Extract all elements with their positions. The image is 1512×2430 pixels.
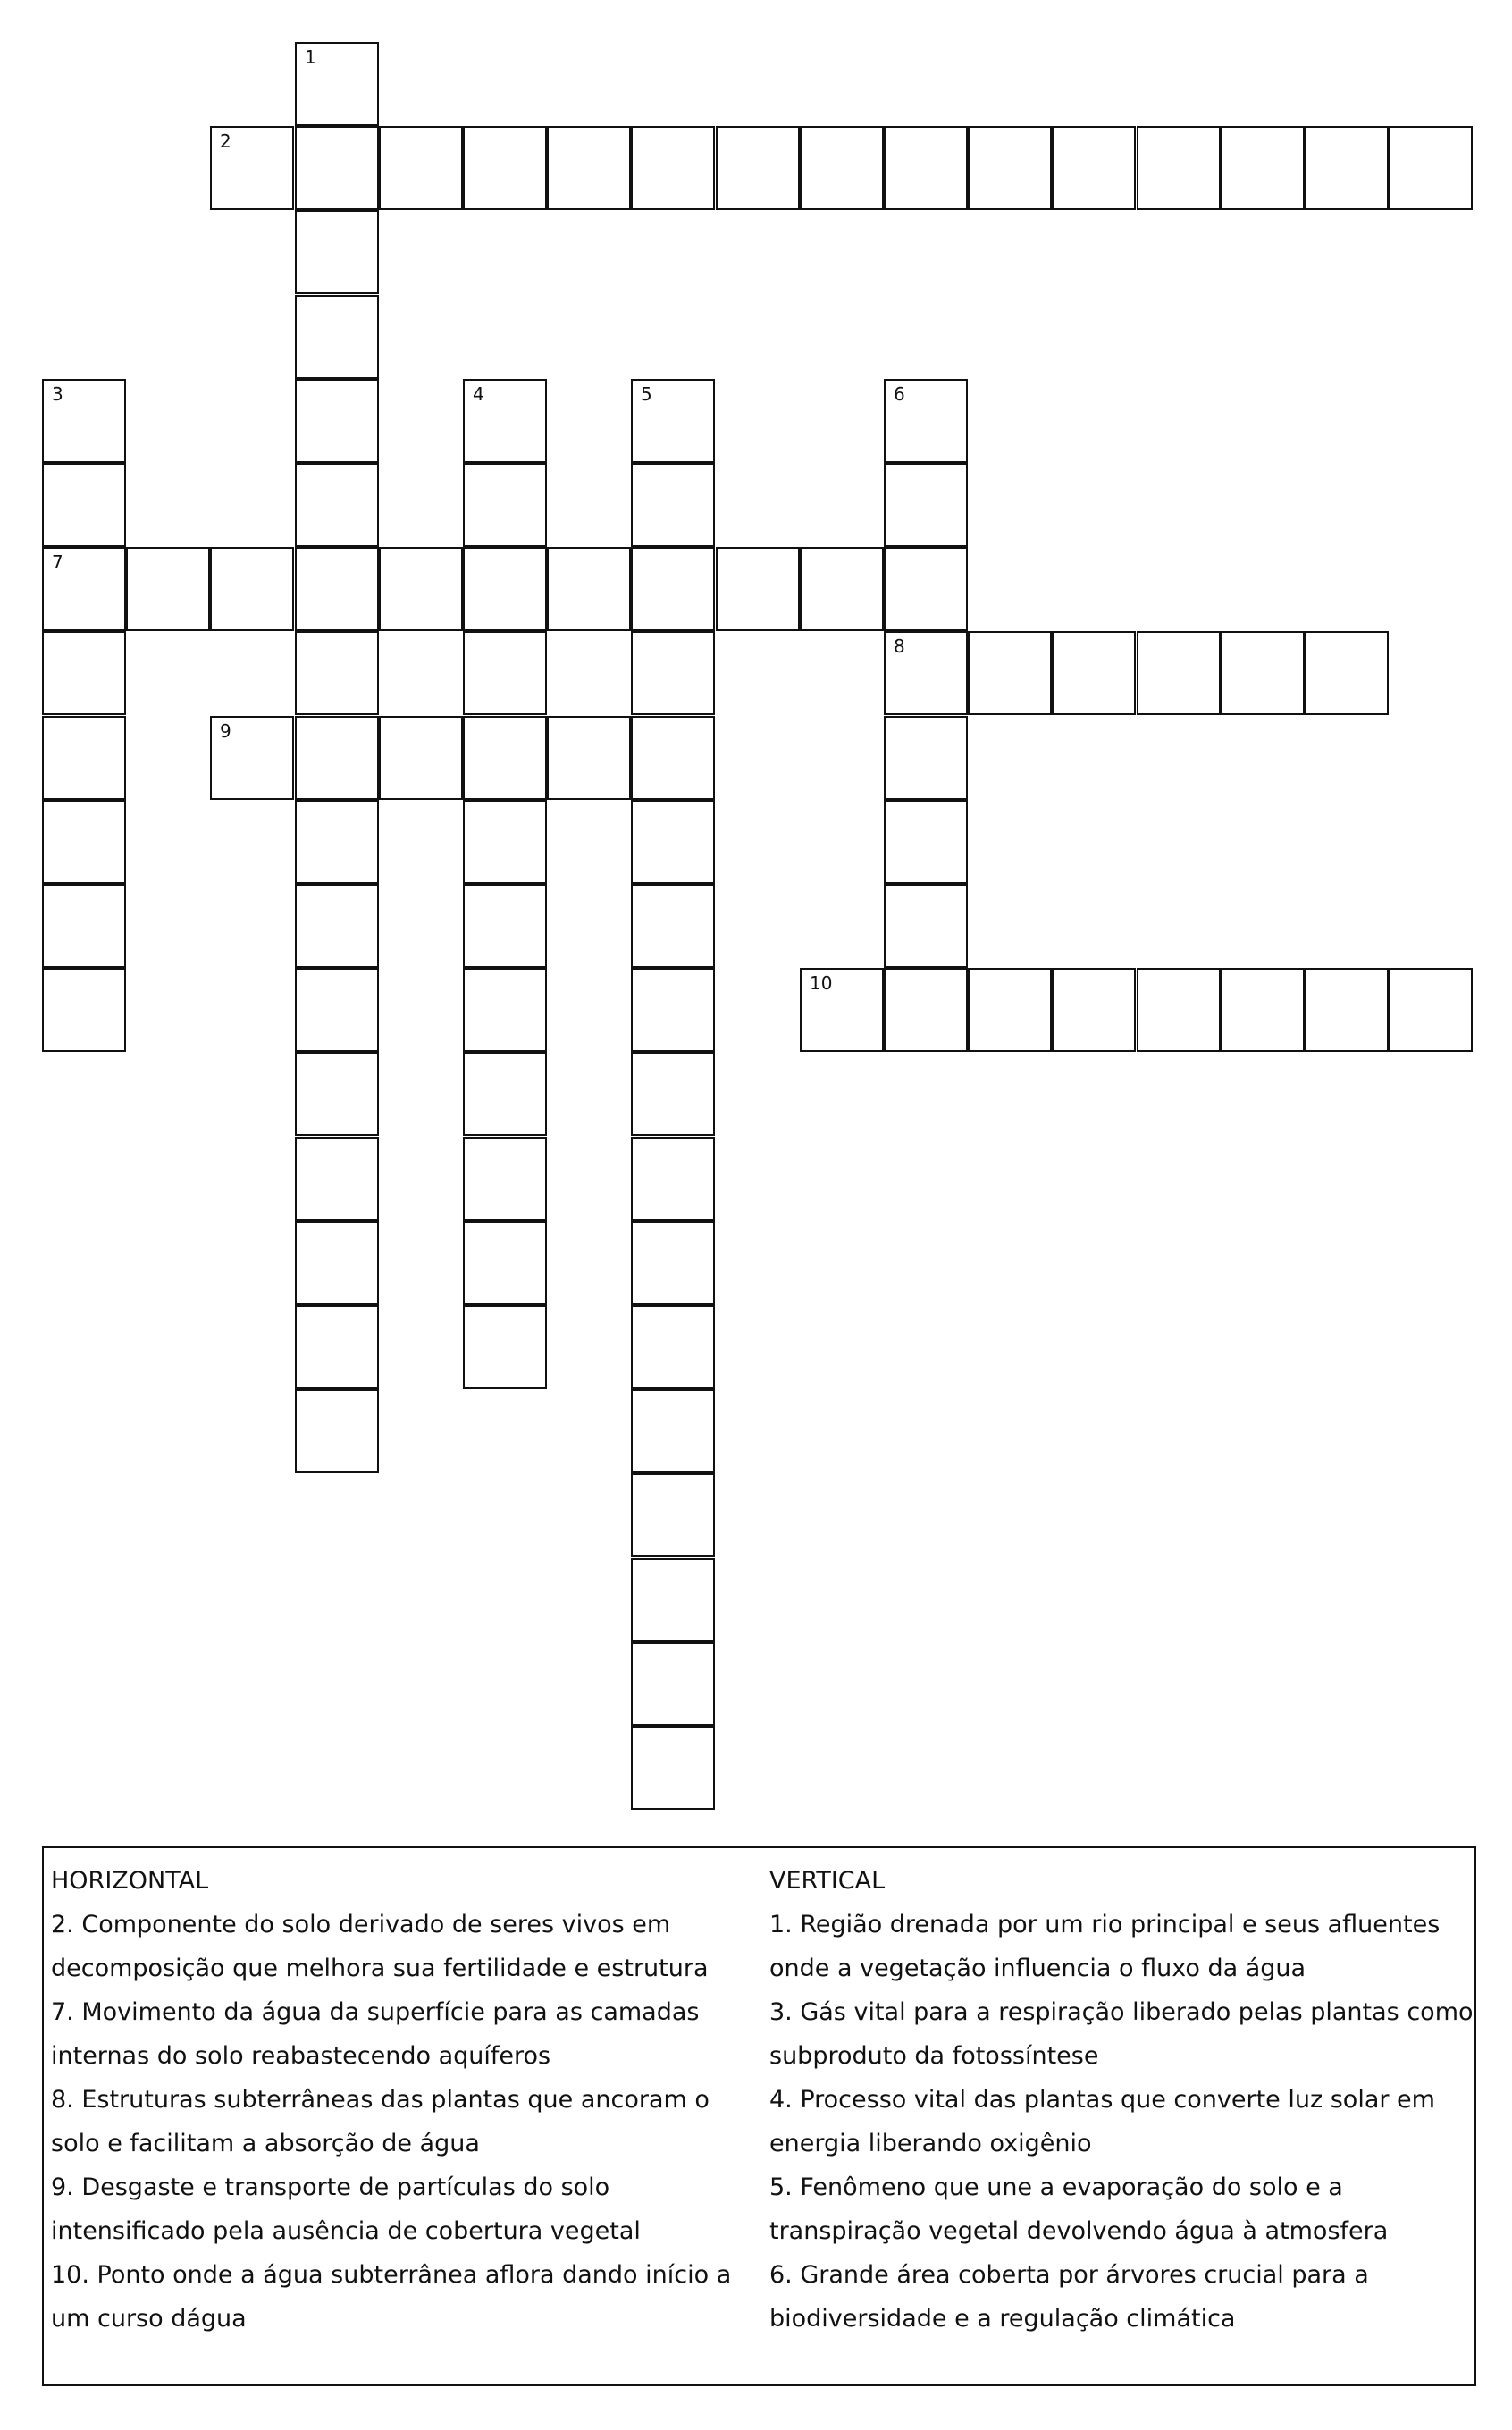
crossword-cell[interactable] (968, 631, 1052, 715)
crossword-cell[interactable] (547, 716, 631, 800)
clue-number: 8 (894, 635, 905, 657)
crossword-cell[interactable] (800, 968, 884, 1052)
crossword-cell[interactable] (968, 968, 1052, 1052)
crossword-cell[interactable] (884, 716, 968, 800)
crossword-cell[interactable] (463, 716, 547, 800)
crossword-cell[interactable] (716, 547, 800, 631)
crossword-cell[interactable] (631, 631, 715, 715)
vertical-heading: VERTICAL (769, 1867, 886, 1895)
crossword-cell[interactable] (631, 800, 715, 884)
crossword-cell[interactable] (631, 716, 715, 800)
crossword-cell[interactable] (884, 968, 968, 1052)
crossword-cell[interactable] (884, 126, 968, 210)
crossword-cell[interactable] (42, 631, 126, 715)
crossword-cell[interactable] (631, 463, 715, 547)
clue-line: 10. Ponto onde a água subterrânea aflora dando início a (51, 2261, 732, 2289)
crossword-cell[interactable] (295, 1221, 379, 1305)
crossword-cell[interactable] (463, 1137, 547, 1221)
crossword-cell[interactable] (884, 379, 968, 463)
clue-line: 9. Desgaste e transporte de partículas do solo (51, 2174, 610, 2201)
clue-number: 4 (473, 383, 484, 405)
clue-number: 2 (220, 130, 231, 152)
crossword-cell[interactable] (42, 968, 126, 1052)
clue-line: 7. Movimento da água da superfície para as camadas (51, 1998, 700, 2026)
clue-number: 1 (305, 46, 316, 68)
clue-line: intensificado pela ausência de cobertura vegetal (51, 2217, 641, 2245)
crossword-cell[interactable] (463, 800, 547, 884)
clue-line: internas do solo reabastecendo aquíferos (51, 2042, 551, 2070)
crossword-cell[interactable] (295, 1052, 379, 1136)
crossword-cell[interactable] (1305, 126, 1389, 210)
vertical-clues (769, 1859, 1475, 2341)
clue-line: decomposição que melhora sua fertilidade e estrutura (51, 1955, 709, 1982)
crossword-cell[interactable] (631, 1726, 715, 1810)
crossword-cell[interactable] (884, 631, 968, 715)
crossword-cell[interactable] (463, 1221, 547, 1305)
crossword-cell[interactable] (631, 379, 715, 463)
clue-line: 1. Região drenada por um rio principal e seus afluentes (769, 1911, 1441, 1938)
crossword-cell[interactable] (42, 379, 126, 463)
crossword-cell[interactable] (1137, 631, 1221, 715)
crossword-cell[interactable] (295, 126, 379, 210)
crossword-cell[interactable] (463, 547, 547, 631)
crossword-cell[interactable] (42, 884, 126, 968)
crossword-cell[interactable] (295, 968, 379, 1052)
clue-line: 8. Estruturas subterrâneas das plantas que ancoram o (51, 2086, 710, 2114)
crossword-cell[interactable] (295, 295, 379, 379)
crossword-cell[interactable] (631, 1473, 715, 1557)
crossword-cell[interactable] (295, 463, 379, 547)
crossword-cell[interactable] (295, 1137, 379, 1221)
crossword-cell[interactable] (42, 547, 126, 631)
crossword-cell[interactable] (1052, 968, 1136, 1052)
crossword-cell[interactable] (295, 716, 379, 800)
clue-number: 6 (894, 383, 905, 405)
crossword-cell[interactable] (1137, 126, 1221, 210)
crossword-cell[interactable] (295, 800, 379, 884)
clue-line: 4. Processo vital das plantas que converte luz solar em (769, 2086, 1435, 2114)
crossword-cell[interactable] (1389, 968, 1473, 1052)
crossword-cell[interactable] (210, 126, 294, 210)
crossword-cell[interactable] (1052, 631, 1136, 715)
crossword-cell[interactable] (379, 547, 463, 631)
crossword-cell[interactable] (884, 884, 968, 968)
clue-line: biodiversidade e a regulação climática (769, 2305, 1236, 2333)
crossword-cell[interactable] (631, 1389, 715, 1473)
crossword-cell[interactable] (295, 210, 379, 294)
crossword-cell[interactable] (463, 884, 547, 968)
crossword-cell[interactable] (631, 1052, 715, 1136)
clue-line: subproduto da fotossíntese (769, 2042, 1099, 2070)
crossword-cell[interactable] (295, 884, 379, 968)
crossword-cell[interactable] (547, 547, 631, 631)
clue-number: 9 (220, 720, 231, 742)
horizontal-clues (51, 1859, 766, 2341)
clue-line: energia liberando oxigênio (769, 2130, 1092, 2157)
crossword-cell[interactable] (463, 968, 547, 1052)
crossword-cell[interactable] (631, 1642, 715, 1726)
clue-number: 7 (52, 551, 63, 573)
crossword-cell[interactable] (884, 547, 968, 631)
clue-line: 5. Fenômeno que une a evaporação do solo e a (769, 2174, 1343, 2201)
crossword-cell[interactable] (463, 631, 547, 715)
crossword-cell[interactable] (210, 716, 294, 800)
horizontal-heading: HORIZONTAL (51, 1867, 209, 1895)
crossword-cell[interactable] (631, 547, 715, 631)
clue-number: 10 (810, 972, 833, 994)
crossword-cell[interactable] (631, 1137, 715, 1221)
crossword-cell[interactable] (1221, 126, 1305, 210)
crossword-cell[interactable] (800, 126, 884, 210)
crossword-cell[interactable] (1221, 968, 1305, 1052)
crossword-cell[interactable] (716, 126, 800, 210)
crossword-cell[interactable] (800, 547, 884, 631)
clues-box (42, 1846, 1476, 2386)
clue-line: transpiração vegetal devolvendo água à atmosfera (769, 2217, 1389, 2245)
crossword-cell[interactable] (968, 126, 1052, 210)
crossword-cell[interactable] (42, 800, 126, 884)
crossword-cell[interactable] (884, 800, 968, 884)
crossword-cell[interactable] (547, 126, 631, 210)
clue-line: um curso dágua (51, 2305, 247, 2333)
clue-line: 2. Componente do solo derivado de seres vivos em (51, 1911, 671, 1938)
clue-number: 3 (52, 383, 63, 405)
crossword-cell[interactable] (379, 126, 463, 210)
crossword-cell[interactable] (295, 631, 379, 715)
crossword-cell[interactable] (1052, 126, 1136, 210)
crossword-cell[interactable] (126, 547, 210, 631)
crossword-cell[interactable] (463, 463, 547, 547)
crossword-cell[interactable] (295, 1389, 379, 1473)
clue-line: solo e facilitam a absorção de água (51, 2130, 480, 2157)
crossword-cell[interactable] (631, 884, 715, 968)
crossword-cell[interactable] (631, 1558, 715, 1642)
crossword-cell[interactable] (631, 1221, 715, 1305)
crossword-cell[interactable] (1221, 631, 1305, 715)
crossword-cell[interactable] (1305, 968, 1389, 1052)
crossword-cell[interactable] (42, 463, 126, 547)
crossword-cell[interactable] (42, 716, 126, 800)
crossword-cell[interactable] (463, 1052, 547, 1136)
crossword-cell[interactable] (631, 968, 715, 1052)
crossword-cell[interactable] (295, 379, 379, 463)
crossword-cell[interactable] (463, 1305, 547, 1389)
crossword-cell[interactable] (295, 547, 379, 631)
clue-number: 5 (641, 383, 652, 405)
crossword-cell[interactable] (1305, 631, 1389, 715)
crossword-cell[interactable] (463, 379, 547, 463)
crossword-cell[interactable] (884, 463, 968, 547)
crossword-cell[interactable] (210, 547, 294, 631)
crossword-cell[interactable] (631, 126, 715, 210)
clue-line: 6. Grande área coberta por árvores crucial para a (769, 2261, 1369, 2289)
crossword-cell[interactable] (631, 1305, 715, 1389)
clue-line: onde a vegetação influencia o fluxo da água (769, 1955, 1306, 1982)
crossword-cell[interactable] (1137, 968, 1221, 1052)
crossword-cell[interactable] (295, 1305, 379, 1389)
crossword-cell[interactable] (379, 716, 463, 800)
clue-line: 3. Gás vital para a respiração liberado pelas plantas como (769, 1998, 1474, 2026)
crossword-cell[interactable] (463, 126, 547, 210)
crossword-cell[interactable] (1389, 126, 1473, 210)
crossword-cell[interactable] (295, 42, 379, 126)
